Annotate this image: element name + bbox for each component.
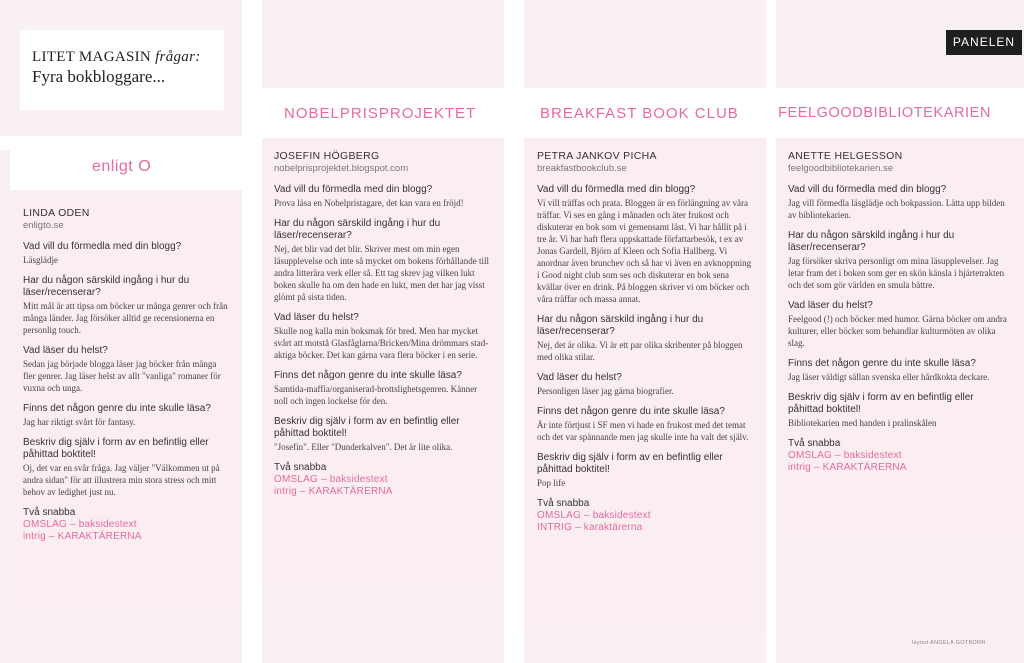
question: Beskriv dig själv i form av en befintlig eller påhittad boktitel! [788, 392, 974, 415]
answer: Pop life [537, 478, 566, 488]
question: Har du någon särskild ingång i hur du läser/recenserar? [274, 218, 441, 241]
magazine-subtitle: Fyra bokbloggare... [32, 67, 166, 86]
column-heading: enligt O [92, 158, 152, 175]
quick-choice-cover: OMSLAG – baksidestext [23, 519, 137, 530]
column-breakfast-book-club [524, 0, 766, 663]
blog-url: breakfastbookclub.se [537, 163, 627, 174]
quick-title: Två snabba [788, 438, 841, 449]
quick-choice-plot: intrig – KARAKTÄRERNA [274, 486, 393, 497]
question: Finns det någon genre du inte skulle läsa? [537, 406, 725, 417]
answer: Är inte förtjust i SF men vi hade en frukost med det temat och det var spännande men jag skulle inte ha valt det själv. [537, 420, 749, 442]
answer: Personligen läser jag gärna biografier. [537, 386, 674, 396]
column-heading: NOBELPRISPROJEKTET [284, 105, 477, 122]
column-nobelprisprojektet [262, 0, 504, 663]
answer: Jag vill förmedla läsglädje och bokpassion. Lätta upp bilden av bibliotekarien. [788, 198, 1005, 220]
question: Beskriv dig själv i form av en befintlig eller påhittad boktitel! [23, 437, 209, 460]
answer: Jag läser väldigt sällan svenska eller hårdkokta deckare. [788, 372, 990, 382]
answer: Läsglädje [23, 255, 58, 265]
quick-title: Två snabba [23, 507, 76, 518]
answer: Sedan jag började blogga läser jag böcker från många fler genrer. Jag läser helst av allt "vanliga" romaner för vuxna och unga. [23, 359, 221, 393]
interview-box [262, 138, 504, 588]
blog-url: enligto.se [23, 220, 64, 231]
answer: Samtida-maffia/organiserad-brottslighetsgenren. Känner noll och ingen lockelse för den. [274, 384, 478, 406]
quick-title: Två snabba [537, 498, 590, 509]
answer: Nej, det är olika. Vi är ett par olika skribenter på bloggen med olika stilar. [537, 340, 743, 362]
magazine-asks: frågar: [155, 49, 201, 65]
answer: Prova läsa en Nobelpristagare, det kan vara en fröjd! [274, 198, 464, 208]
interview-box [10, 196, 242, 609]
answer: Mitt mål är att tipsa om böcker ur många genrer och från många länder. Jag försöker alltid ge recensionerna en personlig touch. [23, 301, 228, 335]
interview-box [524, 138, 766, 628]
question: Vad läser du helst? [274, 312, 359, 323]
question: Vad läser du helst? [537, 372, 622, 383]
panel-badge: PANELEN [946, 30, 1022, 55]
question: Har du någon särskild ingång i hur du läser/recenserar? [788, 230, 955, 253]
answer: Jag försöker skriva personligt om mina läsupplevelser. Jag letar fram det i boken som ger en skön känsla i hjärtetrakten och det som gör världen en smula bättre. [788, 256, 1005, 290]
quick-choice-cover: OMSLAG – baksidestext [788, 450, 902, 461]
layout-credit: layout ANGELA GOTBORN [912, 640, 986, 646]
answer: "Josefin". Eller "Dunderkalven". Det är lite olika. [274, 442, 453, 452]
question: Finns det någon genre du inte skulle läsa? [274, 370, 462, 381]
interview-box [776, 138, 1024, 538]
answer: Oj, det var en svår fråga. Jag väljer "Välkommen ut på andra sidan" för att illustrera min stora stress och mitt behov av ledighet just nu. [23, 463, 220, 497]
answer: Vi vill träffas och prata. Bloggen är en förlängning av våra träffar. Vi ses en gång i månaden och äter frukost och diskuterar en bok som vi gemensamt läst. Vi har hållit på i tre år. Vi har haft flera uppskattade författarbesök, t ex av Jonas Gardell, Björn af Kleen och Sofia Hallberg. Vi anordnar även brunchev och så har vi även en avknoppning i Good night club som ses och diskuterar en bok sena kvällar över en drink. På bloggen skriver vi om böcker och våra träffar och massa annat. [537, 198, 752, 304]
quick-choice-cover: OMSLAG – baksidestext [274, 474, 388, 485]
magazine-name: LITET MAGASIN [32, 49, 152, 65]
answer: Nej, det blir vad det blir. Skriver mest om min egen läsupplevelse och inte så mycket om bokens förhållande till andra litterära verk eller så. Ett tag skrev jag vilken lukt boken skulle ha om den hade en lukt, men det har jag visst glömt på sista tiden. [274, 244, 489, 302]
question: Finns det någon genre du inte skulle läsa? [23, 403, 211, 414]
magazine-title-box [20, 30, 224, 110]
blogger-name: PETRA JANKOV PICHA [537, 150, 657, 162]
answer: Jag har riktigt svårt för fantasy. [23, 417, 136, 427]
question: Har du någon särskild ingång i hur du läser/recenserar? [23, 275, 190, 298]
column-divider [0, 136, 242, 150]
column-feelgoodbibliotekarien [776, 0, 1024, 663]
answer: Feelgood (!) och böcker med humor. Gärna böcker om andra kulturer, eller böcker som behandlar kulturmöten av olika slag. [788, 314, 1007, 348]
answer: Skulle nog kalla min boksmak för bred. Men har mycket svårt att motstå Glasfåglarna/Bricken/Mina drömmars stad-aktiga böcker. Det kan gärna vara flera böcker i en serie. [274, 326, 489, 360]
question: Vad vill du förmedla med din blogg? [274, 184, 433, 195]
question: Vad läser du helst? [23, 345, 108, 356]
blog-url: feelgoodbibliotekarien.se [788, 163, 894, 174]
quick-choice-plot: INTRIG – karaktärerna [537, 522, 643, 533]
question: Vad läser du helst? [788, 300, 873, 311]
blogger-name: ANETTE HELGESSON [788, 150, 903, 162]
magazine-title-line1 [32, 49, 224, 66]
blogger-name: JOSEFIN HÖGBERG [274, 150, 380, 162]
question: Vad vill du förmedla med din blogg? [788, 184, 947, 195]
quick-choice-cover: OMSLAG – baksidestext [537, 510, 651, 521]
quick-choice-plot: intrig – KARAKTÄRERNA [23, 531, 142, 542]
question: Beskriv dig själv i form av en befintlig eller påhittad boktitel! [274, 416, 460, 439]
quick-title: Två snabba [274, 462, 327, 473]
answer: Bibliotekarien med handen i pralinskålen [788, 418, 937, 428]
column-heading: BREAKFAST BOOK CLUB [540, 105, 739, 122]
question: Vad vill du förmedla med din blogg? [537, 184, 696, 195]
blog-url: nobelprisprojektet.blogspot.com [274, 163, 409, 174]
column-heading: FEELGOODBIBLIOTEKARIEN [778, 105, 992, 121]
question: Beskriv dig själv i form av en befintlig eller påhittad boktitel! [537, 452, 723, 475]
quick-choice-plot: intrig – KARAKTÄRERNA [788, 462, 907, 473]
question: Vad vill du förmedla med din blogg? [23, 241, 182, 252]
question: Har du någon särskild ingång i hur du läser/recenserar? [537, 314, 704, 337]
blogger-name: LINDA ODEN [23, 207, 90, 219]
question: Finns det någon genre du inte skulle läsa? [788, 358, 976, 369]
